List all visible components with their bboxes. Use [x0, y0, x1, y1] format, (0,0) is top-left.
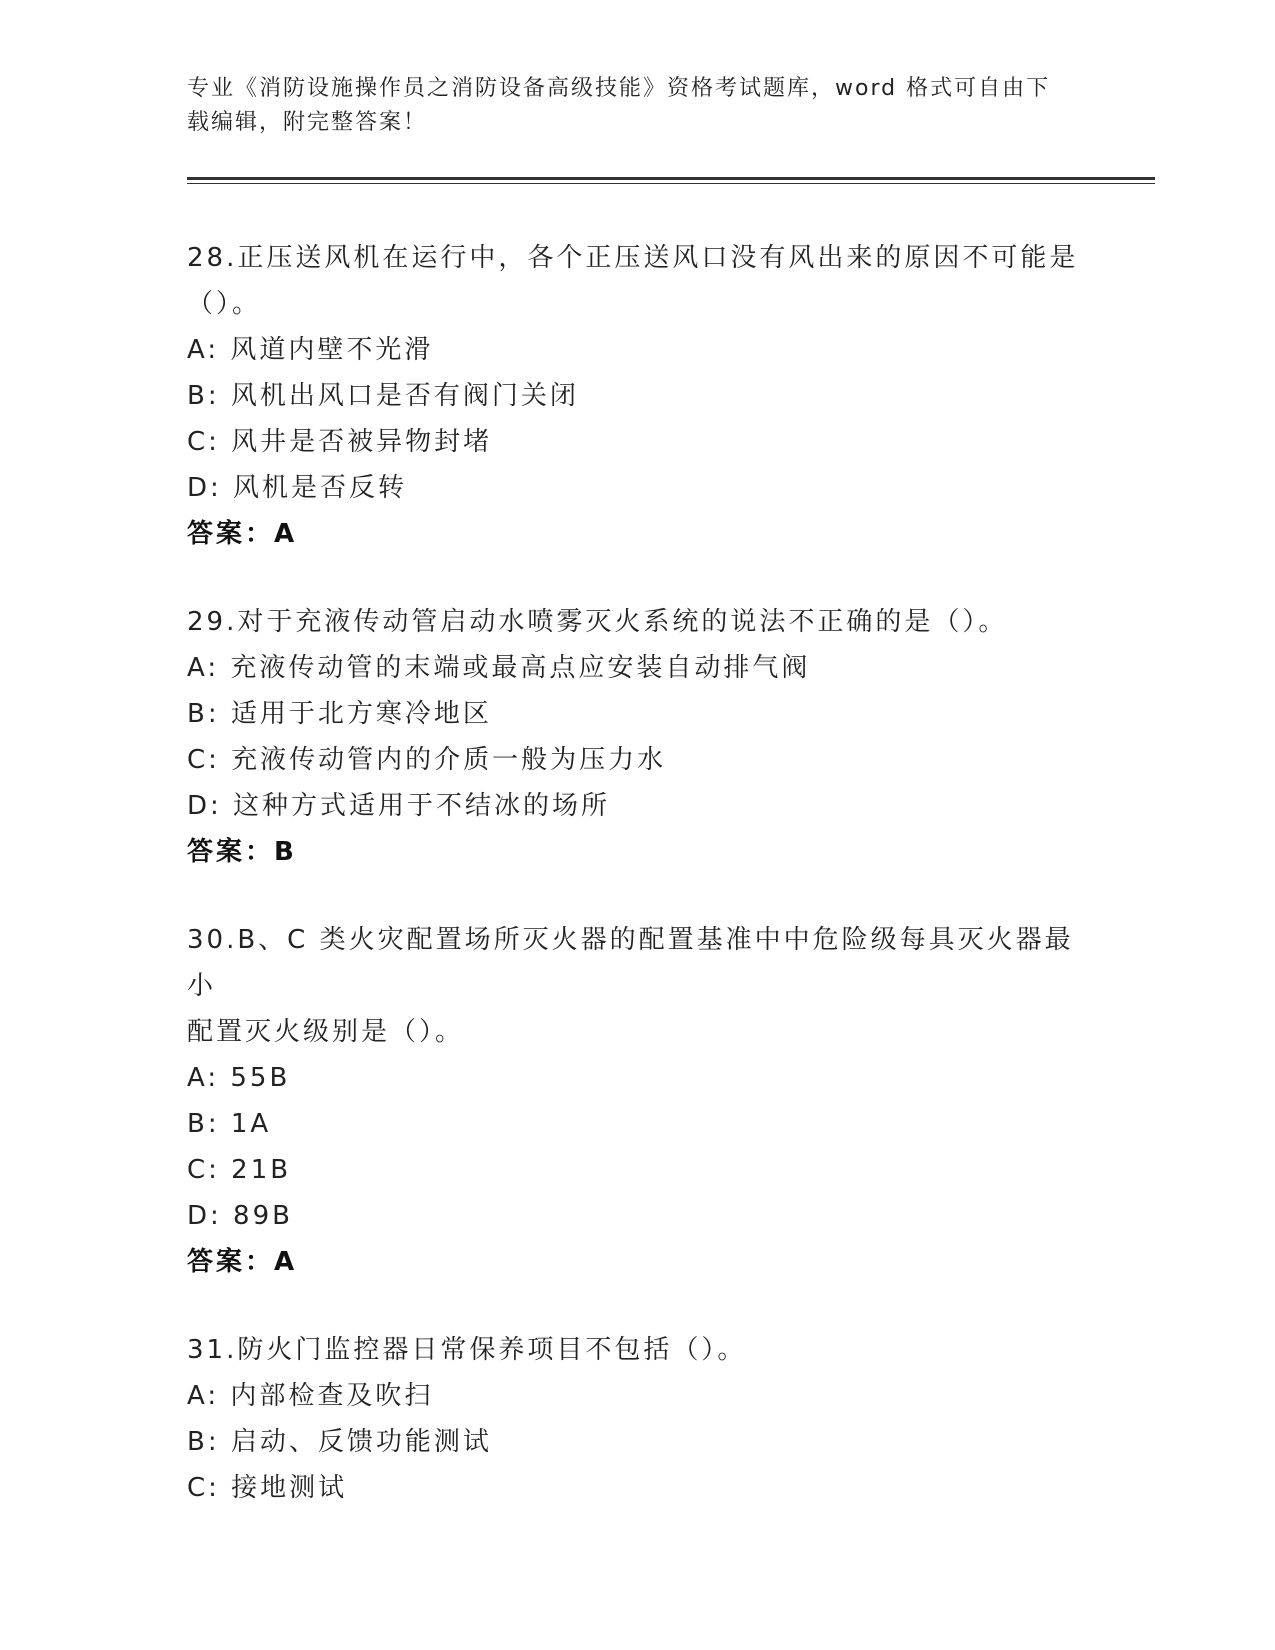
question-list: [187, 235, 1087, 1553]
option-c: C: 充液传动管内的介质一般为压力水: [187, 745, 667, 775]
option-a: A: 55B: [187, 1063, 291, 1093]
document-header: [187, 72, 1087, 140]
question-stem: [187, 235, 1087, 327]
option-d: D: 风机是否反转: [187, 473, 408, 503]
question-stem-line-2: 配置灭火级别是（）。: [187, 1017, 465, 1047]
header-line-2: 载编辑，附完整答案！: [187, 110, 428, 135]
question-stem: 31.防火门监控器日常保养项目不包括（）。: [187, 1335, 747, 1365]
header-divider-thin: [187, 183, 1155, 184]
option-a: A: 充液传动管的末端或最高点应安装自动排气阀: [187, 653, 811, 683]
question-stem: [187, 917, 1087, 1055]
option-d: D: 89B: [187, 1201, 293, 1231]
header-line-1: 专业《消防设施操作员之消防设备高级技能》资格考试题库，word 格式可自由下: [187, 76, 1051, 101]
question-30: [187, 917, 1087, 1285]
option-c: C: 风井是否被异物封堵: [187, 427, 493, 457]
answer: 答案：A: [187, 1247, 298, 1277]
option-b: B: 适用于北方寒冷地区: [187, 699, 492, 729]
answer: 答案：B: [187, 837, 297, 867]
header-divider-thick: [187, 177, 1155, 180]
question-stem-line-1: 30.B、C 类火灾配置场所灭火器的配置基准中中危险级每具灭火器最小: [187, 925, 1074, 1001]
question-stem-line-2: （）。: [187, 289, 262, 319]
question-28: [187, 235, 1087, 557]
option-c: C: 21B: [187, 1155, 292, 1185]
option-a: A: 内部检查及吹扫: [187, 1381, 434, 1411]
question-stem: 29.对于充液传动管启动水喷雾灭火系统的说法不正确的是（）。: [187, 607, 1008, 637]
option-a: A: 风道内壁不光滑: [187, 335, 434, 365]
question-31: [187, 1327, 1087, 1511]
answer: 答案：A: [187, 519, 298, 549]
option-d: D: 这种方式适用于不结冰的场所: [187, 791, 611, 821]
option-b: B: 启动、反馈功能测试: [187, 1427, 492, 1457]
option-c: C: 接地测试: [187, 1473, 348, 1503]
question-29: [187, 599, 1087, 875]
option-b: B: 1A: [187, 1109, 272, 1139]
option-b: B: 风机出风口是否有阀门关闭: [187, 381, 579, 411]
question-stem-line-1: 28.正压送风机在运行中，各个正压送风口没有风出来的原因不可能是: [187, 243, 1079, 273]
